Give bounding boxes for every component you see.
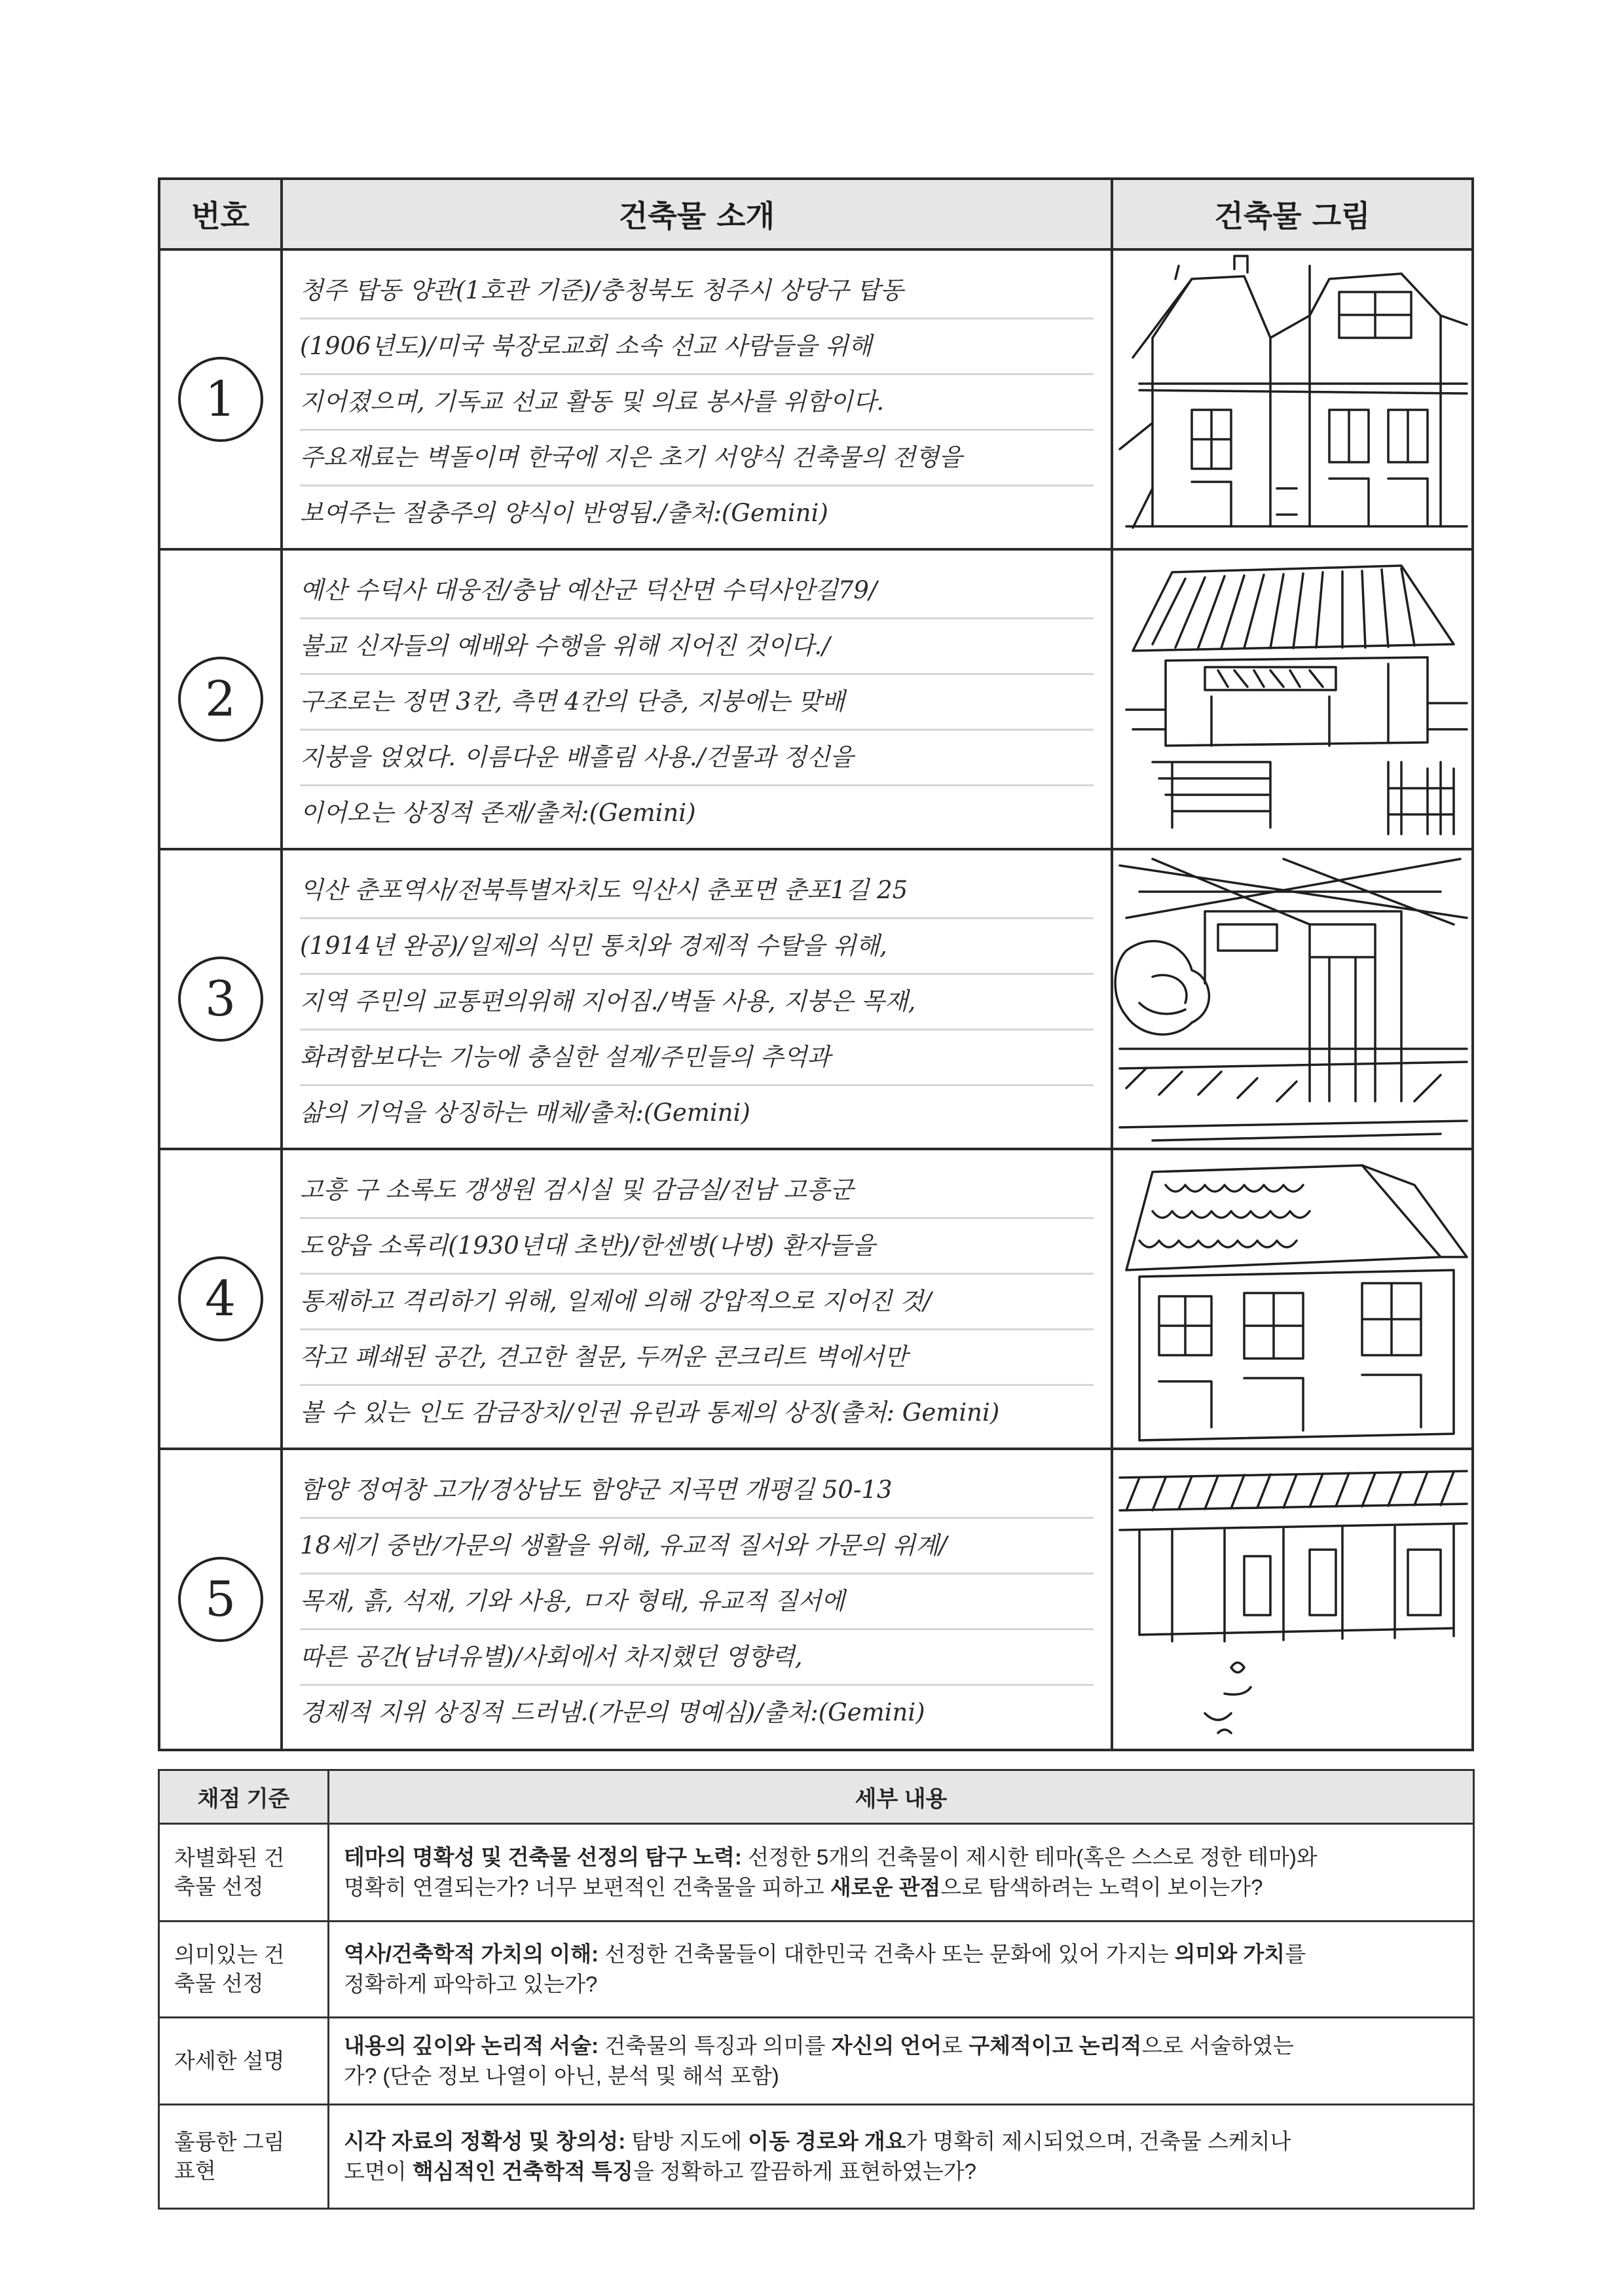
row-number-cell [159,849,282,1149]
circled-number: 3 [178,957,263,1042]
detail-text: 선정한 5개의 건축물이 제시한 테마(혹은 스스로 정한 테마)와 [741,1845,1318,1869]
building-sketch-hanok-house [1113,1451,1469,1747]
criterion-detail [329,2105,1474,2209]
criterion-detail [329,1824,1474,1922]
handwritten-intro [283,1150,1111,1448]
row-drawing-cell [1112,249,1473,549]
row-drawing-cell [1112,1449,1473,1750]
detail-bold: 구체적이고 논리적 [969,2033,1142,2058]
building-table [158,177,1474,1751]
detail-text: 을 정확하고 깔끔하게 표현하였는가? [633,2159,976,2183]
intro-line: 고흥 구 소록도 갱생원 검시실 및 감금실/전남 고흥군 [300,1163,1094,1219]
header-detail: 세부 내용 [329,1770,1474,1824]
detail-text: 로 [942,2033,969,2058]
circled-number: 2 [178,657,263,742]
detail-text: 도면이 [344,2159,413,2183]
detail-bold: 내용의 깊이와 논리적 서술: [344,2033,599,2058]
detail-bold: 이동 경로와 개요 [748,2129,906,2153]
header-criterion: 채점 기준 [159,1770,329,1824]
row-intro-cell [282,1449,1112,1750]
intro-line: 익산 춘포역사/전북특별자치도 익산시 춘포면 춘포1길 25 [300,864,1094,919]
detail-bold: 새로운 관점 [830,1875,941,1899]
detail-bold: 핵심적인 건축학적 특징 [412,2159,633,2183]
criterion-name [159,1922,329,2018]
intro-line: 지역 주민의 교통편의위해 지어짐./벽돌 사용, 지붕은 목재, [300,975,1094,1030]
intro-line: (1914년 완공)/일제의 식민 통치와 경제적 수탈을 위해, [300,919,1094,975]
detail-text: 가? (단순 정보 나열이 아닌, 분석 및 해석 포함) [344,2064,779,2088]
intro-line: 이어오는 상징적 존재/출처:(Gemini) [300,799,696,827]
intro-line: 경제적 지위 상징적 드러냄.(가문의 명예심)/출처:(Gemini) [300,1698,925,1726]
row-drawing-cell [1112,1149,1473,1449]
intro-line: 목재, 흙, 석재, 기와 사용, ㅁ자 형태, 유교적 질서에 [300,1575,1094,1630]
detail-text: 으로 탐색하려는 노력이 보이는가? [940,1875,1263,1899]
detail-text: 탐방 지도에 [625,2129,748,2153]
intro-line: 보여주는 절충주의 양식이 반영됨./출처:(Gemini) [300,499,828,527]
intro-line: (1906년도)/미국 북장로교회 소속 선교 사람들을 위해 [300,319,1094,375]
building-sketch-station [1113,852,1469,1146]
intro-line: 화려함보다는 기능에 충실한 설계/주민들의 추억과 [300,1030,1094,1086]
criterion-line: 축물 선정 [174,1971,264,1995]
intro-line: 불교 신자들의 예배와 수행을 위해 지어진 것이다./ [300,619,1094,675]
circled-number: 1 [178,357,263,442]
intro-line: 도양읍 소록리(1930년대 초반)/한센병(나병) 환자들을 [300,1219,1094,1275]
intro-line: 통제하고 격리하기 위해, 일제에 의해 강압적으로 지어진 것/ [300,1275,1094,1330]
row-number-cell [159,249,282,549]
criterion-detail [329,1922,1474,2018]
building-sketch-mansion [1113,253,1469,546]
handwritten-intro [283,1450,1111,1749]
row-intro-cell [282,849,1112,1149]
intro-line: 구조로는 정면 3칸, 측면 4칸의 단층, 지붕에는 맞배 [300,675,1094,731]
handwritten-intro [283,850,1111,1148]
criteria-row [159,1922,1474,2018]
table-row [159,1149,1473,1449]
criterion-line: 의미있는 건 [174,1942,285,1967]
row-intro-cell [282,249,1112,549]
detail-text: 건축물의 특징과 의미를 [599,2033,832,2058]
intro-line: 18세기 중반/가문의 생활을 위해, 유교적 질서와 가문의 위계/ [300,1519,1094,1575]
intro-line: 지어졌으며, 기독교 선교 활동 및 의료 봉사를 위함이다. [300,375,1094,431]
criterion-line: 표현 [174,2159,216,2183]
detail-bold: 시각 자료의 정확성 및 창의성: [344,2129,626,2153]
detail-text: 를 [1285,1942,1306,1966]
criterion-detail [329,2018,1474,2105]
row-drawing-cell [1112,849,1473,1149]
handwritten-intro [283,251,1111,548]
detail-bold: 자신의 언어 [831,2033,942,2058]
header-number: 번호 [159,179,282,249]
building-sketch-temple-hall [1113,553,1469,846]
detail-bold: 의미와 가치 [1174,1942,1285,1966]
circled-number: 5 [178,1557,263,1642]
intro-line: 삶의 기억을 상징하는 매체/출처:(Gemini) [300,1099,750,1127]
intro-line: 주요재료는 벽돌이며 한국에 지은 초기 서양식 건축물의 전형을 [300,431,1094,486]
intro-line: 지붕을 얹었다. 이름다운 배흘림 사용./건물과 정신을 [300,731,1094,786]
header-drawing: 건축물 그림 [1112,179,1473,249]
criteria-header [159,1770,1474,1824]
circled-number: 4 [178,1256,263,1341]
table-row [159,849,1473,1149]
detail-text: 으로 서술하였는 [1141,2033,1294,2058]
intro-line: 함양 정여창 고가/경상남도 함양군 지곡면 개평길 50-13 [300,1463,1094,1519]
criteria-row [159,2105,1474,2209]
intro-line: 따른 공간(남녀유별)/사회에서 차지했던 영향력, [300,1630,1094,1686]
detail-text: 가 명확히 제시되었으며, 건축물 스케치나 [906,2129,1291,2153]
detail-text: 명확히 연결되는가? 너무 보편적인 건축물을 피하고 [344,1875,830,1899]
intro-line: 예산 수덕사 대웅전/충남 예산군 덕산면 수덕사안길79/ [300,564,1094,619]
table-row [159,549,1473,849]
detail-bold: 테마의 명확성 및 건축물 선정의 탐구 노력: [344,1845,742,1869]
criterion-line: 차별화된 건 [174,1846,285,1870]
row-number-cell [159,1449,282,1750]
header-intro: 건축물 소개 [282,179,1112,249]
intro-line: 볼 수 있는 인도 감금장치/인권 유린과 통제의 상징(출처: Gemini) [300,1398,1000,1427]
criterion-name [159,2105,329,2209]
criterion-line: 축물 선정 [174,1874,264,1899]
table-row [159,1449,1473,1750]
criterion-line: 훌륭한 그림 [174,2130,285,2154]
table-row [159,249,1473,549]
handwritten-intro [283,551,1111,848]
row-number-cell [159,1149,282,1449]
intro-line: 작고 폐쇄된 공간, 견고한 철문, 두꺼운 콘크리트 벽에서만 [300,1330,1094,1386]
criterion-line: 자세한 설명 [174,2049,285,2073]
detail-text: 정확하게 파악하고 있는가? [344,1972,598,1996]
criterion-name [159,2018,329,2105]
row-intro-cell [282,549,1112,849]
criteria-row [159,2018,1474,2105]
criterion-name [159,1824,329,1922]
row-number-cell [159,549,282,849]
building-table-header [159,179,1473,249]
detail-bold: 역사/건축학적 가치의 이해: [344,1942,599,1966]
grading-criteria-table [158,1769,1475,2210]
building-sketch-cottage [1113,1152,1469,1446]
detail-text: 선정한 건축물들이 대한민국 건축사 또는 문화에 있어 가지는 [599,1942,1175,1966]
row-intro-cell [282,1149,1112,1449]
criteria-row [159,1824,1474,1922]
intro-line: 청주 탑동 양관(1호관 기준)/충청북도 청주시 상당구 탑동 [300,264,1094,319]
row-drawing-cell [1112,549,1473,849]
